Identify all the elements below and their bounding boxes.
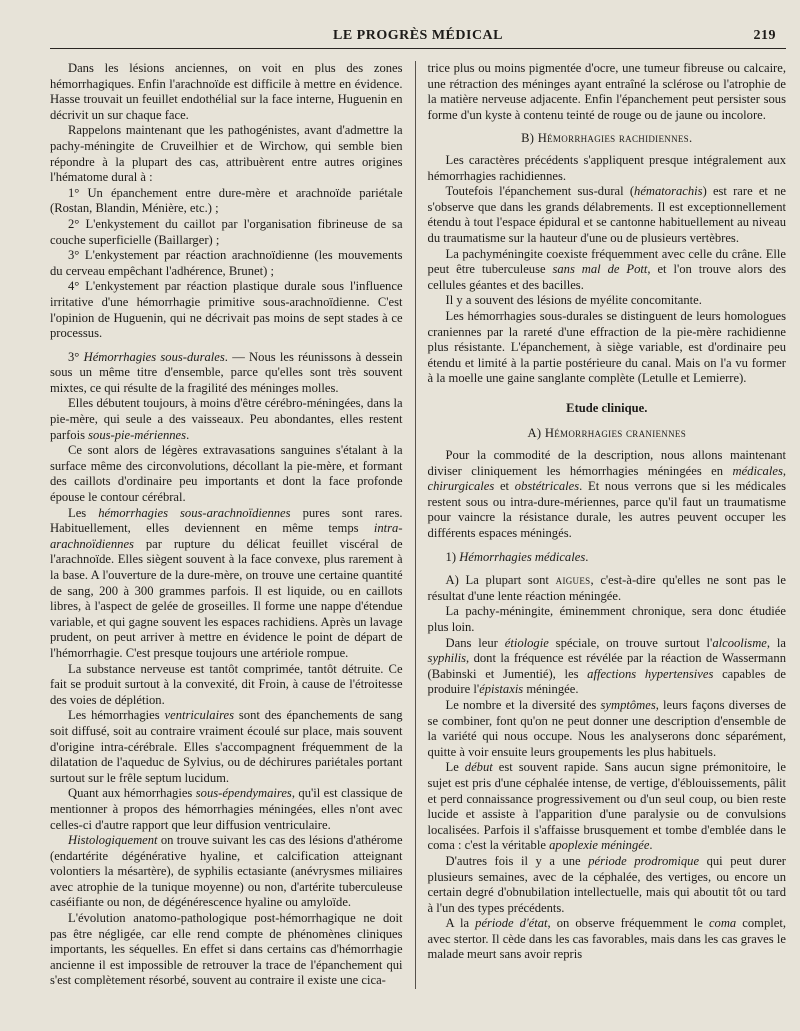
section-heading: B) Hémorrhagies rachidiennes.: [521, 131, 693, 146]
paragraph: Les hémorrhagies sous-durales se distinguent de leurs homologues craniennes par la rareté d'une effraction de la pie-mère rachidienne plus résistante. L'épanchement, à siège variable, est d'ordinaire peu étendu et limité à la partie postérieure du canal. Mais on l'a vu former à la moelle une gaine sanglante complète (Letulle et Lemierre).: [427, 308, 786, 386]
paragraph: A la période d'état, on observe fréquemment le coma complet, avec stertor. Il cède dans les cas favorables, mais dans les cas graves le malade meurt sans avoir repris: [427, 916, 786, 962]
paragraph: trice plus ou moins pigmentée d'ocre, une tumeur fibreuse ou calcaire, une rétraction des méninges ayant entraîné la sclérose ou l'atrophie de la matière nerveuse adjacente. Enfin l'épanchement peut persister sous forme d'un kyste à contenu teinté de rouge ou de jaune ou incolore.: [427, 61, 786, 122]
subsection-paragraph: 3° Hémorrhagies sous-durales. — Nous les réunissons à dessein sous un même titre d'ensemble, parce qu'elles sont très souvent mixtes, ce qui résulte de la fragilité des méninges molles.: [50, 349, 403, 395]
list-item: 1° Un épanchement entre dure-mère et arachnoïde pariétale (Rostan, Blandin, Ménière, etc.) ;: [50, 185, 403, 216]
paragraph: L'évolution anatomo-pathologique post-hémorrhagique ne doit pas être négligée, car elle rend compte de phénomènes cliniques importants, les séquelles. En effet si dans certains cas d'hémorrhagie ancienne il est impossible de retrouver la trace de l'épanchement qui s'est complètement résorbé, souvent au contraire il existe une cica-: [50, 911, 403, 988]
paragraph: Ce sont alors de légères extravasations sanguines s'étalant à la surface même des circonvolutions, décollant la pie-mère, et formant des caillots d'ordinaire peu importants et dont la face profonde épouse le contour cérébral.: [50, 443, 403, 505]
paragraph: Le nombre et la diversité des symptômes, leurs façons diverses de se combiner, font qu'on ne peut donner une description d'ensemble de la variété qui nous occupe. Nous les analyserons donc séparément, quitte à voir ensuite leurs groupements les plus habituels.: [427, 697, 786, 759]
journal-title: LE PROGRÈS MÉDICAL: [332, 28, 504, 43]
paragraph: Dans leur étiologie spéciale, on trouve surtout l'alcoolisme, la syphilis, dont la fréquence est révélée par la réaction de Wassermann (Babinski et Jumentié), les affections hypertensives capables de produire l'épistaxis méningée.: [427, 635, 787, 697]
paragraph: La substance nerveuse est tantôt comprimée, tantôt détruite. Ce fait se produit surtout à la convexité, dit Froin, à cause de l'étroitesse des voies de déplétion.: [50, 661, 403, 707]
right-column: [416, 61, 786, 989]
paragraph: Toutefois l'épanchement sus-dural (hématorachis) est rare et ne s'observe que dans les grands délabrements. Il est exceptionnellement étendu à tout l'espace épidural et se cantonne habituellement au niveau du traumatisme sur la hauteur d'une ou de plusieurs vertèbres.: [427, 184, 786, 245]
paragraph: La pachy-méningite, éminemment chronique, sera donc étudiée plus loin.: [427, 604, 786, 634]
subsection-heading: 1) Hémorrhagies médicales.: [445, 549, 589, 564]
text-columns: [50, 61, 786, 989]
paragraph: Histologiquement on trouve suivant les cas des lésions d'athérome (endartérite dégénérative hyaline, et calcification atteignant volontiers la mésartère), de syphilis ectasiante (anévrysmes miliaires avec atrophie de la tunique moyenne) ou non, d'artérite tuberculeuse caséifiante ou non, de dégénérescence hyaline ou amyloïde.: [50, 833, 403, 910]
chapter-heading: Etude clinique.: [566, 400, 648, 415]
paragraph: Les hémorrhagies ventriculaires sont des épanchements de sang soit diffusé, soit au contraire vraiment écoulé sur place, mais souvent d'origine intra-cérébrale. Elles s'accompagnent fréquemment de la dilatation de l'aqueduc de Sylvius, ou de déchirures pariétales portant surtout sur le frêle septum lucidum.: [50, 708, 403, 785]
paragraph: D'autres fois il y a une période prodromique qui peut durer plusieurs semaines, avec de la céphalée, des vertiges, ou encore un certain degré d'obnubilation intellectuelle, mais qui aboutit tôt ou tard à l'un des types précédents.: [427, 853, 786, 915]
paragraph: Rappelons maintenant que les pathogénistes, avant d'admettre la pachy-méningite de Cruveilhier et de Wirchow, qui semble bien répondre à la plupart des cas, attribuèrent entre autres origines l'hématome dural à :: [50, 123, 403, 185]
paragraph: Elles débutent toujours, à moins d'être cérébro-méningées, dans la pie-mère, qui seule a des vaisseaux. Peu abondantes, elles restent parfois sous-pie-mériennes.: [50, 396, 403, 442]
list-item: 2° L'enkystement du caillot par l'organisation fibrineuse de sa couche superficielle (Baillarger) ;: [50, 216, 403, 247]
section-heading: A) Hémorrhagies craniennes: [527, 426, 687, 441]
page-number: 219: [753, 28, 776, 43]
paragraph: Pour la commodité de la description, nous allons maintenant diviser cliniquement les hémorrhagies méningées en médicales, chirurgicales et obstétricales. Et nous verrons que si les médicales restent sous ou intra-dure-mériennes, parce qu'il faut un traumatisme pour vaincre la résistance durale, les autres peuvent occuper les différents espaces méningés.: [427, 448, 786, 541]
paragraph: Les hémorrhagies sous-arachnoïdiennes pures sont rares. Habituellement, elles deviennent en même temps intra-arachnoïdiennes par rupture du délicat feuillet viscéral de l'arachnoïde. Elles siègent souvent à la face convexe, plus rarement à la base. A l'ouverture de la dure-mère, on trouve une certaine quantité de sang, 200 à 300 grammes parfois. Il est liquide, ou en caillots libres, à l'aspect de gelée de groseilles. Il forme une nappe d'étendue variable, et qui gagne souvent les espaces rachidiens. Après un lavage prudent, on peut arriver à mettre en évidence le point de départ de l'hémorrhagie. C'est presque toujours une artériole rompue.: [50, 505, 403, 660]
paragraph: A) La plupart sont aigues, c'est-à-dire qu'elles ne sont pas le résultat d'une lente réaction méningée.: [427, 573, 786, 603]
page-header: [50, 26, 786, 49]
paragraph: Dans les lésions anciennes, on voit en plus des zones hémorrhagiques. Enfin l'arachnoïde est difficile à mettre en évidence. Hasse trouvait un feuillet endothélial sur la face interne, Huguenin en décrivit un sur chaque face.: [50, 61, 403, 122]
list-item: 4° L'enkystement par réaction plastique durale sous l'influence irritative d'une hémorrhagie primitive sous-arachnoïdienne. C'est l'opinion de Huguenin, qui ne décrivait pas moins de sept stades à ce processus.: [50, 279, 403, 341]
subsection-title: Hémorrhagies sous-durales: [83, 349, 225, 364]
left-column: [50, 61, 416, 989]
paragraph: La pachyméningite coexiste fréquemment avec celle du crâne. Elle peut être tuberculeuse sans mal de Pott, et l'on trouve alors des cellules géantes et des bacilles.: [427, 246, 786, 292]
paragraph: Les caractères précédents s'appliquent presque intégralement aux hémorrhagies rachidiennes.: [427, 152, 786, 183]
paragraph: Quant aux hémorrhagies sous-épendymaires, qu'il est classique de mentionner à propos des hémorrhagies méningées, elles n'ont avec celles-ci d'autre rapport que leur diffusion ventriculaire.: [50, 786, 403, 832]
paragraph: Le début est souvent rapide. Sans aucun signe prémonitoire, le sujet est pris d'une céphalée intense, de vertige, d'éblouissements, pâlit et perd connaissance progressivement ou d'un seul coup, ou bien reste lucide et assiste à l'apparition d'une paralysie ou de convulsions localisées. Parfois il s'affaisse brusquement et tombe d'emblée dans le coma : c'est la véritable apoplexie méningée.: [427, 760, 786, 853]
paragraph: Il y a souvent des lésions de myélite concomitante.: [445, 293, 702, 308]
list-item: 3° L'enkystement par réaction arachnoïdienne (les mouvements du cerveau empêchant l'adhérence, Brunet) ;: [50, 248, 403, 278]
